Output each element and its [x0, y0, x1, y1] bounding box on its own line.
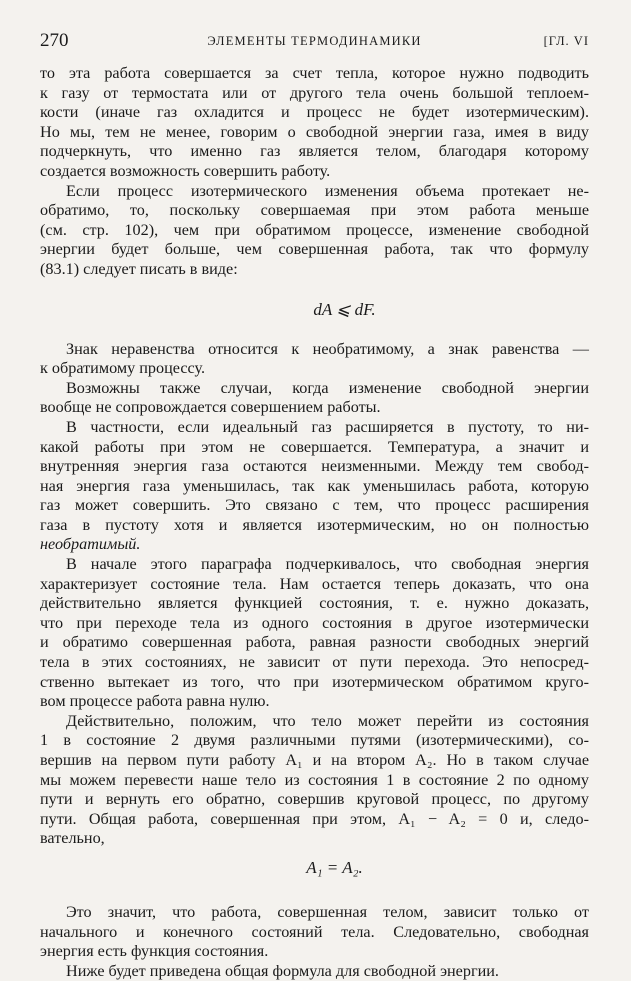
text-line: какой работы при этом не совершается. Температура, а значит и [40, 437, 589, 456]
text-line: создается возможность совершить работу. [40, 161, 331, 180]
text-line: подчеркнуть, что именно газ является телом, благодаря которому [40, 142, 589, 161]
text-line: Если процесс изотермического изменения объема протекает не- [66, 181, 589, 200]
text-line: и обратимо совершенная работа, равная разности свободных энергий [40, 633, 589, 652]
text-line: тела в этих состояниях, не зависит от пути перехода. Это непосред- [40, 653, 589, 672]
text-line: 1 в состояние 2 двумя различными путями (изотермическими), со- [40, 731, 589, 750]
text-line: вершив на первом пути работу A₁ и на втором A₂. Но в таком случае [40, 751, 589, 769]
paragraph-6 [40, 555, 589, 712]
paragraph-5 [40, 418, 589, 555]
text-line: Это значит, что работа, совершенная телом, зависит только от [66, 902, 589, 921]
text-line: газ может совершить. Это связано с тем, что процесс расширения [40, 496, 589, 515]
formula-inequality: dA ⩽ dF. [313, 299, 376, 319]
text-line: пути и вернуть его обратно, совершив круговой процесс, по другому [40, 790, 589, 809]
page-number: 270 [40, 30, 69, 51]
paragraph-1 [40, 64, 589, 182]
running-title: ЭЛЕМЕНТЫ ТЕРМОДИНАМИКИ [207, 34, 422, 48]
text-line: кости (иначе газ охладится и процесс не будет изотермическим). [40, 103, 589, 122]
text-line: пути. Общая работа, совершенная при этом, A₁ − A₂ = 0 и, следо- [40, 809, 589, 828]
text-line: Возможны также случаи, когда изменение свободной энергии [66, 378, 589, 397]
text-line: обратимо, то, поскольку совершаемая при этом работа меньше [40, 201, 589, 220]
text-line: газа в пустоту хотя и является изотермическим, но он полностью [40, 515, 589, 534]
text-line: вательно, [40, 829, 105, 848]
text-line: В начале этого параграфа подчеркивалось, что свободная энергия [66, 555, 589, 574]
text-line: энергия есть функция состояния. [40, 942, 269, 961]
text-line: к газу от термостата или от другого тела очень большой теплоем- [40, 83, 589, 102]
paragraph-3 [40, 340, 589, 379]
paragraph-2 [40, 182, 589, 280]
text-line: (см. стр. 102), чем при обратимом процессе, изменение свободной [40, 220, 589, 239]
text-line: начального и конечного состояний тела. Следовательно, свободная [40, 922, 589, 941]
text-line: (83.1) следует писать в виде: [40, 259, 238, 278]
chapter-marker: [ГЛ. VI [543, 34, 589, 48]
text-line: Знак неравенства относится к необратимому, а знак равенства — [66, 339, 589, 358]
text-line: действительно является функцией состояния, т. е. нужно доказать, [40, 594, 589, 613]
text-line: к обратимому процессу. [40, 359, 206, 378]
text-line: Действительно, положим, что тело может перейти из состояния [66, 711, 589, 730]
text-line: Но мы, тем не менее, говорим о свободной энергии газа, имея в виду [40, 122, 589, 141]
paragraph-4 [40, 379, 589, 418]
text-line: Ниже будет приведена общая формула для свободной энергии. [66, 961, 499, 980]
page-body [40, 64, 589, 981]
text-line: энергии будет больше, чем совершенная работа, так что формулу [40, 240, 589, 259]
text-line: вообще не сопровождается совершением работы. [40, 398, 381, 417]
text-line: вом процессе работа равна нулю. [40, 692, 270, 711]
text-line: мы можем перевести наше тело из состояния 1 в состояние 2 по одному [40, 770, 589, 789]
paragraph-9 [40, 962, 589, 981]
text-line: В частности, если идеальный газ расширяется в пустоту, то ни- [66, 417, 589, 436]
text-line: то эта работа совершается за счет тепла, которое нужно подводить [40, 64, 589, 82]
text-line: ственно вытекает из того, что при изотермическом обратимом круго- [40, 672, 589, 691]
page-header [40, 30, 589, 52]
text-line: внутренняя энергия газа остаются неизменными. Между тем свобод- [40, 457, 589, 476]
text-line: ная энергия газа уменьшилась, так как уменьшилась работа, которую [40, 476, 589, 495]
formula-equality: A₁ = A₂. [306, 857, 363, 877]
paragraph-8 [40, 903, 589, 962]
paragraph-7 [40, 712, 589, 849]
text-line: необратимый. [40, 535, 141, 554]
text-line: что при переходе тела из одного состояния в другое изотермически [40, 613, 589, 632]
text-line: характеризует состояние тела. Нам остается теперь доказать, что она [40, 574, 589, 593]
